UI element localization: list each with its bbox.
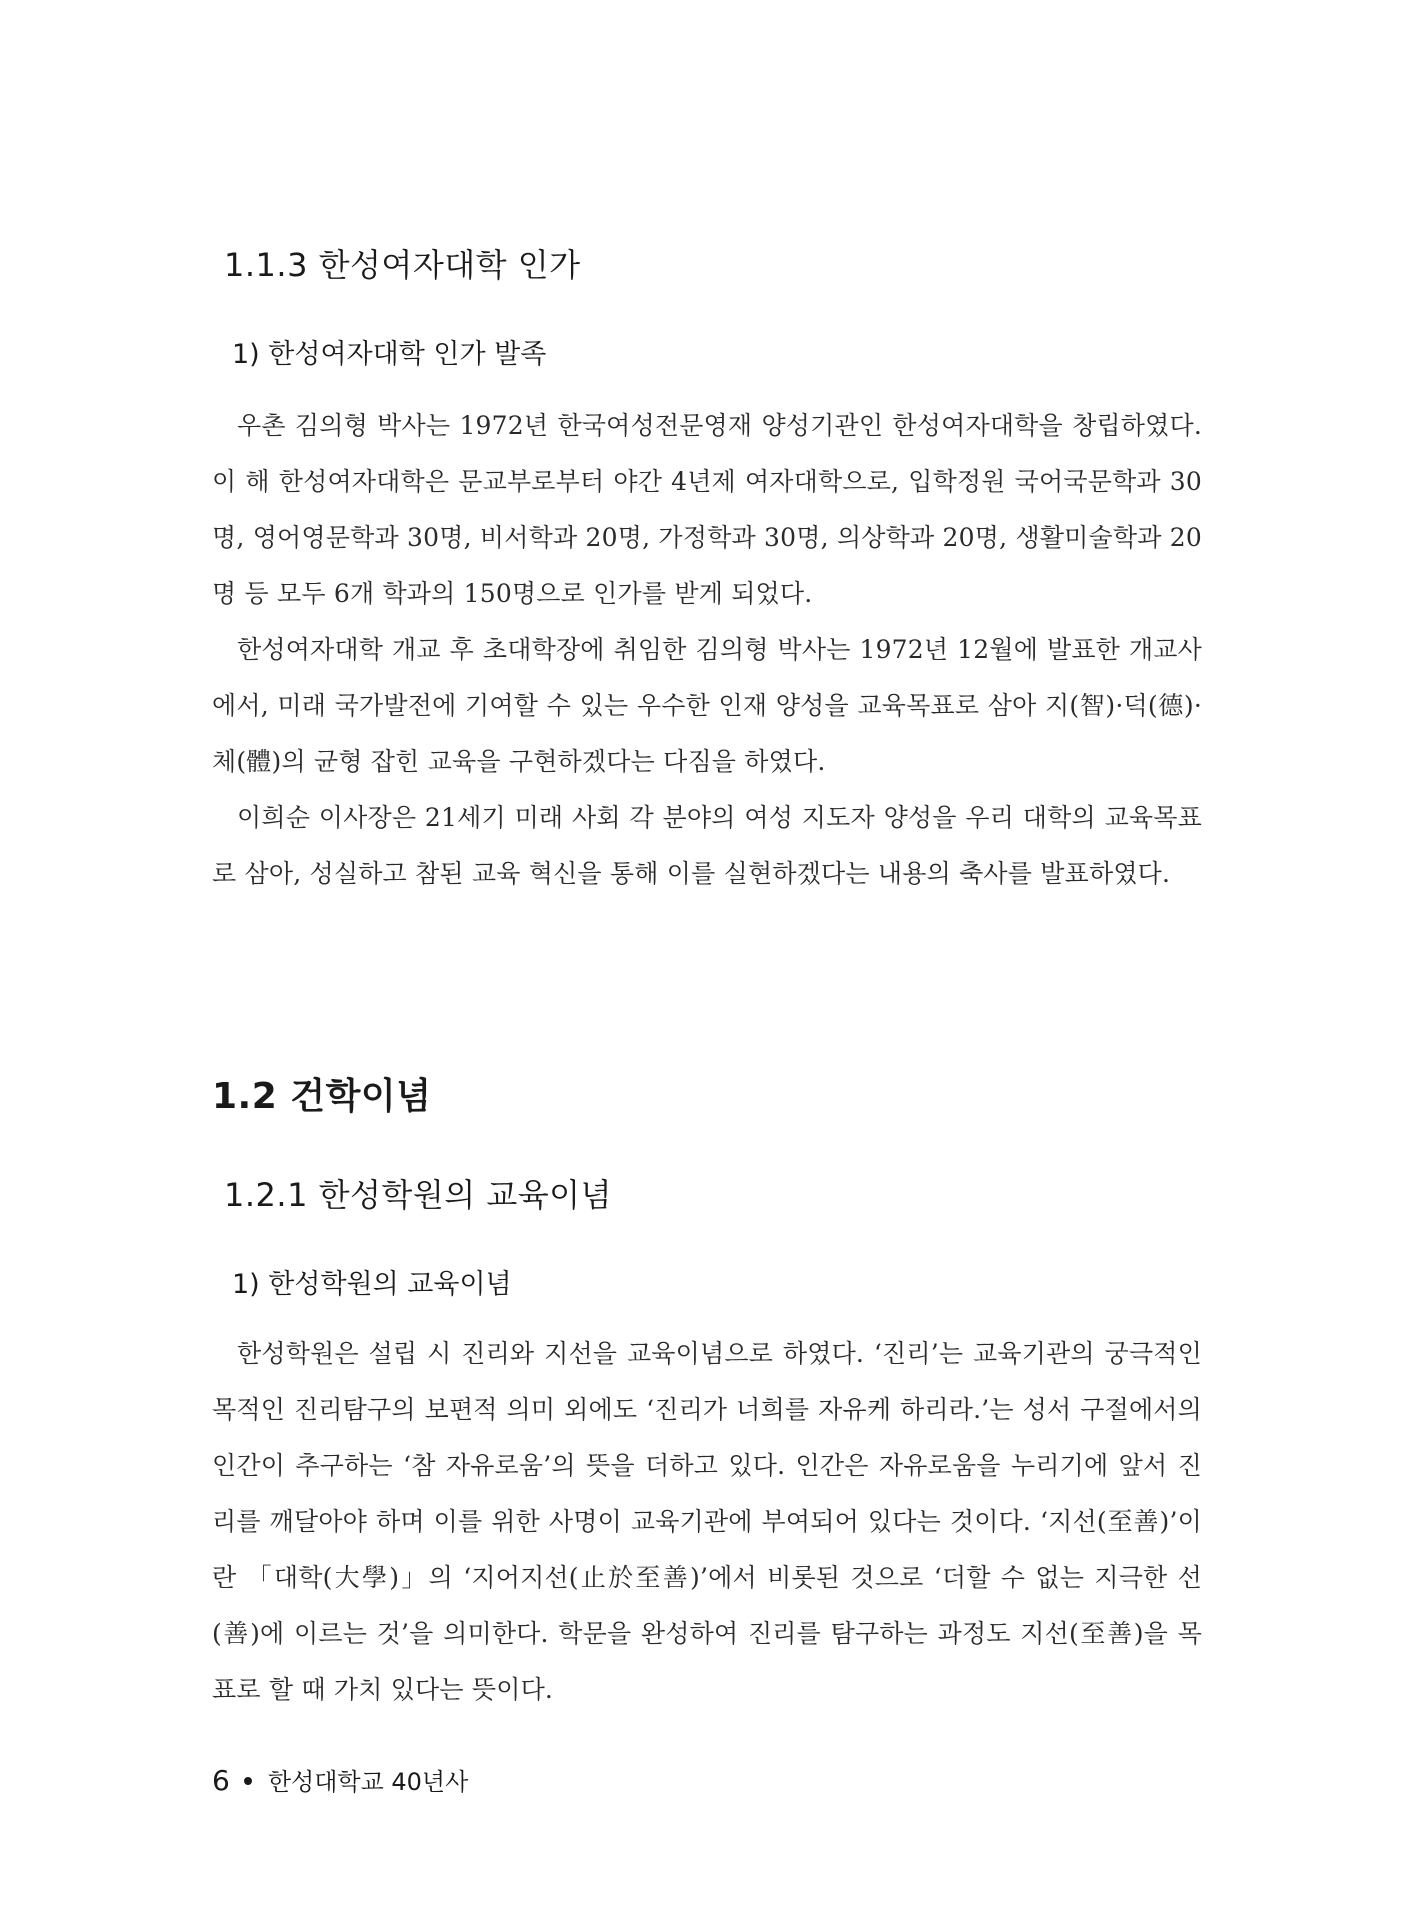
- bullet-separator: [244, 1777, 252, 1785]
- book-title: 한성대학교 40년사: [267, 1768, 469, 1796]
- section-heading-1-2: 1.2 건학이념: [212, 1076, 432, 1117]
- page-footer: [212, 1762, 468, 1797]
- paragraph: 이희순 이사장은 21세기 미래 사회 각 분야의 여성 지도자 양성을 우리 대학의 교육목표로 삼아, 성실하고 참된 교육 혁신을 통해 이를 실현하겠다는 내용의 축사를 발표하였다.: [212, 803, 1202, 888]
- body-text-block-1: [212, 398, 1202, 902]
- subsection-heading-founding-approval: 1) 한성여자대학 인가 발족: [232, 339, 547, 370]
- page-number: 6: [212, 1764, 230, 1797]
- paragraph: 우촌 김의형 박사는 1972년 한국여성전문영재 양성기관인 한성여자대학을 창립하였다. 이 해 한성여자대학은 문교부로부터 야간 4년제 여자대학으로, 입학정원 국어국문학과 30명, 영어영문학과 30명, 비서학과 20명, 가정학과 30명, 의상학과 20명, 생활미술학과 20명 등 모두 6개 학과의 150명으로 인가를 받게 되었다.: [212, 411, 1202, 608]
- body-text-block-2: [212, 1326, 1202, 1718]
- section-heading-1-2-1: 1.2.1 한성학원의 교육이념: [224, 1176, 612, 1214]
- paragraph: 한성학원은 설립 시 진리와 지선을 교육이념으로 하였다. ‘진리’는 교육기관의 궁극적인 목적인 진리탐구의 보편적 의미 외에도 ‘진리가 너희를 자유케 하리라.’는 성서 구절에서의 인간이 추구하는 ‘참 자유로움’의 뜻을 더하고 있다. 인간은 자유로움을 누리기에 앞서 진리를 깨달아야 하며 이를 위한 사명이 교육기관에 부여되어 있다는 것이다. ‘지선(至善)’이란 「대학(大學)」의 ‘지어지선(止於至善)’에서 비롯된 것으로 ‘더할 수 없는 지극한 선(善)에 이르는 것’을 의미한다. 학문을 완성하여 진리를 탐구하는 과정도 지선(至善)을 목표로 할 때 가치 있다는 뜻이다.: [212, 1339, 1202, 1704]
- paragraph: 한성여자대학 개교 후 초대학장에 취임한 김의형 박사는 1972년 12월에 발표한 개교사에서, 미래 국가발전에 기여할 수 있는 우수한 인재 양성을 교육목표로 삼아 지(智)·덕(德)·체(體)의 균형 잡힌 교육을 구현하겠다는 다짐을 하였다.: [212, 635, 1202, 776]
- section-heading-1-1-3: 1.1.3 한성여자대학 인가: [224, 246, 581, 284]
- subsection-heading-education-ideology: 1) 한성학원의 교육이념: [232, 1269, 512, 1300]
